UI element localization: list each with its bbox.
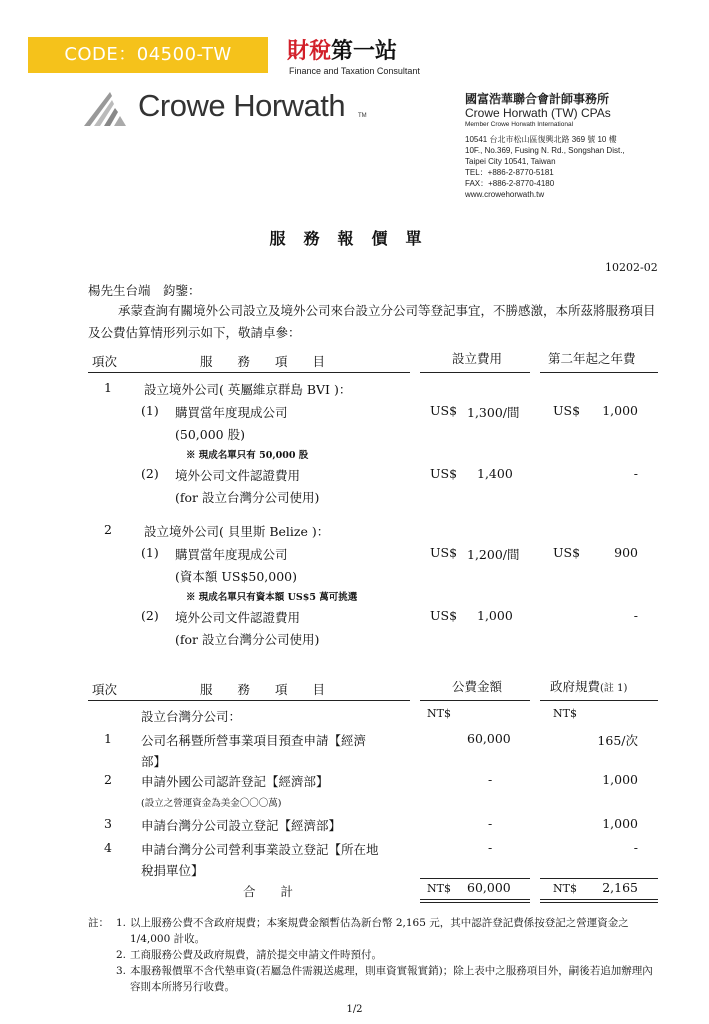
note-2 [88, 947, 658, 963]
t1-row2b-currency: US$ [430, 608, 458, 623]
firm-name-zh: 國富浩華聯合會計師事務所 [465, 92, 610, 106]
note-1-no: 1. [116, 917, 127, 929]
t1-row1a-text: 購買當年度現成公司 [175, 405, 288, 420]
t1-header-rule-2 [420, 372, 530, 373]
t2-header-rule-2 [420, 700, 530, 701]
t2-row4-fee: - [488, 840, 493, 855]
t1-row2a-setup: 1,200/間 [467, 547, 520, 562]
t2-header-rule-1 [88, 700, 410, 701]
t2-total-label: 合 計 [243, 884, 294, 899]
t1-row2b-sub: (for 設立台灣分公司使用) [175, 632, 320, 647]
firm-tel: TEL：+886-2-8770-5181 [465, 168, 554, 177]
t2-row2-fee: - [488, 772, 493, 787]
logo-text: Crowe Horwath [138, 88, 346, 123]
t1-row1a-currency2: US$ [553, 403, 581, 418]
note-2-no: 2. [116, 949, 127, 961]
t2-total-rule-bottom-1b [420, 902, 530, 903]
document-title: 服務報價單 [269, 229, 440, 248]
t2-row4-text2: 稅捐單位】 [141, 863, 204, 878]
t2-header-rule-3 [540, 700, 658, 701]
t1-row2a-sub: (資本額 US$50,000) [175, 569, 298, 584]
t1-header-rule-1 [88, 372, 410, 373]
t2-header-fee: 公費金額 [452, 679, 503, 694]
t1-row2-title: 設立境外公司( 貝里斯 Belize )： [144, 524, 330, 539]
firm-address-en1: 10F., No.369, Fusing N. Rd., Songshan Dist., [465, 146, 625, 155]
firm-fax: FAX：+886-2-8770-4180 [465, 179, 555, 188]
t2-total-currency-fee: NT$ [427, 882, 451, 895]
t1-row2-note: ※ 現成名單只有資本額 US$5 萬可挑選 [186, 592, 358, 603]
t1-row2a-no: (1) [141, 545, 159, 560]
t1-row1b-text: 境外公司文件認證費用 [175, 468, 301, 483]
t2-row3-gov: 1,000 [602, 816, 638, 831]
t2-total-rule-bottom-2b [540, 902, 658, 903]
firm-address-zh: 10541 台北市松山區復興北路 369 號 10 樓 [465, 135, 617, 144]
t1-row1b-setup: 1,400 [477, 466, 513, 481]
t1-row1b-sub: (for 設立台灣分公司使用) [175, 490, 320, 505]
t1-row1a-annual: 1,000 [602, 403, 638, 418]
t1-row1b-annual: - [633, 466, 638, 481]
t2-row4-gov: - [633, 840, 638, 855]
t1-row2b-no: (2) [141, 608, 159, 623]
note-3-no: 3. [116, 965, 127, 977]
t1-row1b-currency: US$ [430, 466, 458, 481]
brand-title-black: 第一站 [331, 39, 398, 64]
t2-row1-gov: 165/次 [597, 733, 638, 748]
t2-total-currency-gov: NT$ [553, 882, 577, 895]
firm-info [465, 92, 625, 200]
t1-row2a-currency: US$ [430, 545, 458, 560]
note-2-text: 工商服務公費及政府規費，請於提交申請文件時預付。 [130, 949, 382, 961]
t1-header-annual: 第二年起之年費 [548, 351, 636, 366]
logo-tm: TM [358, 113, 367, 119]
t1-row2a-annual: 900 [614, 545, 638, 560]
t2-total-fee: 60,000 [467, 880, 511, 895]
t1-row1a-setup: 1,300/間 [467, 405, 520, 420]
t2-row4-no: 4 [104, 840, 112, 855]
notes-label: 註： [88, 917, 109, 929]
firm-website: www.crowehorwath.tw [465, 190, 545, 199]
document-ref: 10202-02 [605, 261, 658, 274]
t1-row1a-no: (1) [141, 403, 159, 418]
t1-row2a-text: 購買當年度現成公司 [175, 547, 288, 562]
t2-row3-fee: - [488, 816, 493, 831]
intro-paragraph: 承蒙查詢有關境外公司設立及境外公司來台設立分公司等登記事宜，不勝感激，本所茲將服務項目及公費估算情形列示如下，敬請卓參： [88, 303, 656, 340]
t1-row1a-sub: (50,000 股) [175, 427, 245, 442]
t2-total-rule-top-1 [420, 878, 530, 879]
t1-row1-note: ※ 現成名單只有 50,000 股 [186, 450, 309, 461]
firm-address-en2: Taipei City 10541, Taiwan [465, 157, 556, 166]
firm-member: Member Crowe Horwath International [465, 121, 574, 128]
t2-total-rule-bottom-2 [540, 899, 658, 900]
t2-row2-gov: 1,000 [602, 772, 638, 787]
t2-header-gov-note: (註 1) [600, 683, 628, 694]
t2-header-item: 服 務 項 目 [200, 682, 326, 697]
t1-row1a-currency: US$ [430, 403, 458, 418]
salutation: 楊先生台端 鈞鑒： [88, 283, 201, 298]
t2-section-title: 設立台灣分公司： [141, 709, 242, 724]
t2-total-rule-bottom-1 [420, 899, 530, 900]
t2-currency-gov: NT$ [553, 707, 577, 720]
code-badge: CODE：04500-TW [28, 37, 268, 73]
t2-header-gov [550, 677, 627, 695]
t2-row2-no: 2 [104, 772, 112, 787]
t2-row1-text1: 公司名稱暨所營事業項目預查申請【經濟 [141, 733, 367, 748]
brand-title [287, 34, 397, 65]
brand-title-red: 財稅 [287, 39, 332, 64]
t1-row1b-no: (2) [141, 466, 159, 481]
note-1 [88, 915, 658, 947]
t1-row1-title: 設立境外公司( 英屬維京群島 BVI )： [144, 382, 352, 397]
t2-row1-no: 1 [104, 731, 112, 746]
t2-row2-text: 申請外國公司認許登記【經濟部】 [141, 774, 329, 789]
notes [88, 915, 658, 995]
crowe-logo-icon [82, 88, 138, 128]
t1-header-no: 項次 [92, 354, 118, 369]
t1-row2-no: 2 [104, 522, 112, 537]
note-3 [88, 963, 658, 995]
t2-header-no: 項次 [92, 682, 118, 697]
t2-currency-fee: NT$ [427, 707, 451, 720]
page-number: 1/2 [346, 1004, 363, 1015]
t1-row2b-text: 境外公司文件認證費用 [175, 610, 301, 625]
t1-header-item: 服 務 項 目 [200, 354, 326, 369]
t2-total-gov: 2,165 [602, 880, 638, 895]
t1-row1-no: 1 [104, 380, 112, 395]
note-1-text: 以上服務公費不含政府規費；本案規費金額暫估為新台幣 2,165 元，其中認許登記費係按登記之營運資金之 1/4,000 計收。 [130, 917, 629, 945]
t1-row2b-annual: - [633, 608, 638, 623]
t2-row3-text: 申請台灣分公司設立登記【經濟部】 [141, 818, 342, 833]
t2-row1-text2: 部】 [141, 754, 167, 769]
t1-header-setup: 設立費用 [452, 351, 503, 366]
note-3-text: 本服務報價單不含代墊車資(若屬急件需親送處理，則車資實報實銷)；除上表中之服務項目外，嗣後若追加辦理內容則本所將另行收費。 [130, 965, 653, 993]
t2-row2-sub: (設立之營運資金為美金〇〇〇萬) [141, 798, 282, 809]
t2-row3-no: 3 [104, 816, 112, 831]
note-2-spacer [88, 947, 116, 963]
t1-header-rule-3 [540, 372, 658, 373]
t2-row1-fee: 60,000 [467, 731, 511, 746]
note-3-spacer [88, 963, 116, 995]
firm-name-en: Crowe Horwath (TW) CPAs [465, 106, 611, 120]
t2-row4-text1: 申請台灣分公司營利事業設立登記【所在地 [141, 842, 379, 857]
brand-subtitle: Finance and Taxation Consultant [289, 66, 420, 76]
t1-row2a-currency2: US$ [553, 545, 581, 560]
t1-row2b-setup: 1,000 [477, 608, 513, 623]
t2-total-rule-top-2 [540, 878, 658, 879]
t2-header-gov-label: 政府規費 [550, 679, 601, 694]
